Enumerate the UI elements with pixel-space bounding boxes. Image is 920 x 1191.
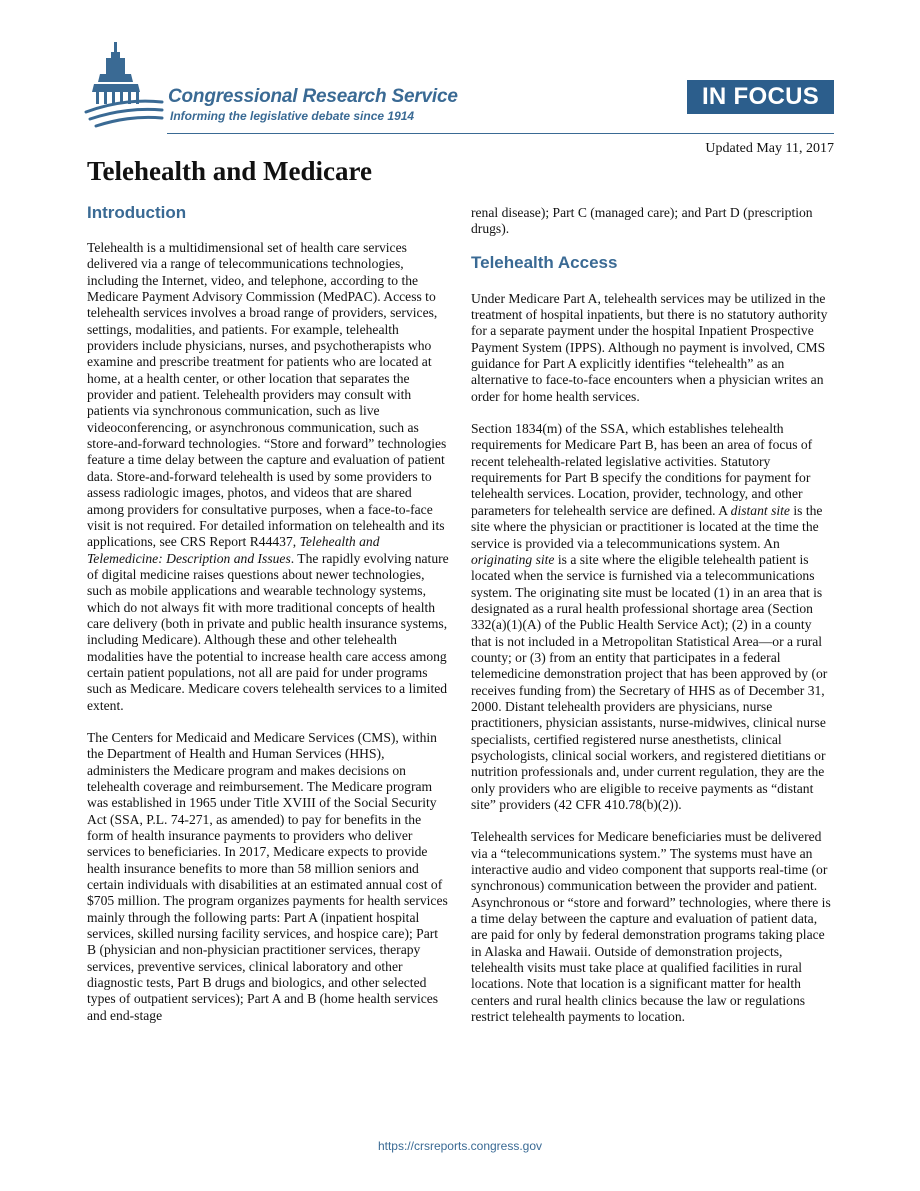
section-heading-telehealth-access: Telehealth Access — [471, 252, 618, 272]
text-run: . The rapidly evolving nature of digital medicine raises questions about newer technologies, such as mobile applications and wearable technology systems, which do not always fit with more traditional concepts of health care delivery (both in private and public health insurance systems, including Medicare). Although these and other telehealth modalities have the potential to increase health care access among certain patient populations, not all are paid for under programs such as Medicare. Medicare covers telehealth services to a limited extent. — [87, 550, 449, 713]
updated-date: Updated May 11, 2017 — [705, 141, 834, 156]
paragraph: Under Medicare Part A, telehealth services may be utilized in the treatment of hospital inpatients, but there is no statutory authority for a separate payment under the hospital Inpatient Prospective Payment System (IPPS). Although no payment is involved, CMS guidance for Part A explicitly identifies “telehealth” as an alternative to face-to-face encounters when a physician writes an order for home health services. — [471, 290, 828, 404]
capitol-dome-icon — [84, 40, 164, 130]
text-run: is a site where the eligible telehealth patient is located when the service is furnished via a telecommunications system. The originating site must be located (1) in an area that is designated as a rural health professional shortage area (Section 332(a)(1)(A) of the Public Health Service Act); (2) in a county that is not included in a Metropolitan Statistical Area—or a rural county; or (3) from an entity that participates in a federal telemedicine demonstration project that has been approved by (or receives funding from) the Secretary of HHS as of December 31, 2000. Distant telehealth providers are physicians, nurse practitioners, physician assistants, nurse-midwives, clinical nurse specialists, certified registered nurse anesthetists, clinical psychologists, clinical social workers, and registered dietitians or nutrition professionals and, under current regulation, they are the only providers who are eligible to receive payments as “distant site” providers (42 CFR 410.78(b)(2)). — [471, 551, 828, 812]
page-header — [0, 0, 920, 156]
header-rule — [167, 133, 834, 134]
org-name: Congressional Research Service — [168, 86, 458, 107]
page-title: Telehealth and Medicare — [87, 156, 372, 186]
paragraph: The Centers for Medicaid and Medicare Services (CMS), within the Department of Health and Human Services (HHS), administers the Medicare program and makes decisions on telehealth coverage and reimbursement. The Medicare program was established in 1965 under Title XVIII of the Social Security Act (SSA, P.L. 74-271, as amended) to pay for benefits in the form of health insurance payments to providers who deliver services to beneficiaries. In 2017, Medicare expects to provide health insurance benefits to more than 58 million seniors and certain individuals with disabilities at an estimated annual cost of $705 million. The program organizes payments for health services mainly through the following parts: Part A (inpatient hospital services, skilled nursing facility services, and hospice care); Part B (physician and non-physician practitioner services, therapy services, preventive services, clinical laboratory and other diagnostic tests, Part B drugs and biologics, and other selected types of outpatient services); Part A and B (home health services and end-stage — [87, 729, 448, 1023]
term-distant-site: distant site — [730, 502, 790, 518]
left-column — [87, 198, 450, 1040]
text-run: Telehealth is a multidimensional set of health care services delivered via a range of telecommunications technologies, including the Internet, video, and telephone, according to the Medicare Payment Advisory Commission (MedPAC). Access to telehealth services involves a broad range of providers, services, settings, modalities, and patients. For example, telehealth providers include physicians, nurses, and psychotherapists who examine and prescribe treatment for patients who are located at home, at a health center, or other location that separates the provider and patient. Telehealth providers may consult with patients via synchronous communication, such as live videoconferencing, or asynchronous communication, such as store-and-forward technologies. “Store and forward” technologies feature a time delay between the capture and evaluation of patient data. Store-and-forward telehealth is used by some providers to assess radiologic images, photos, and videos that are shared among providers for consultative purposes, when a face-to-face visit is not required. For detailed information on telehealth and its applications, see CRS Report R44437, — [87, 240, 447, 550]
paragraph-continued: renal disease); Part C (managed care); and Part D (prescription drugs). — [471, 205, 813, 237]
right-column — [471, 205, 834, 1041]
paragraph — [471, 421, 834, 813]
paragraph — [87, 240, 450, 714]
report-title: Telehealth and Telemedicine: Description and Issues — [87, 534, 380, 566]
term-originating-site: originating site — [471, 551, 555, 567]
in-focus-badge: IN FOCUS — [687, 80, 834, 114]
footer-link[interactable]: https://crsreports.congress.gov — [377, 1139, 543, 1153]
paragraph: Telehealth services for Medicare beneficiaries must be delivered via a “telecommunications system.” The systems must have an interactive audio and video component that supports real-time (or synchronous) communication between the provider and patient. Asynchronous or “store and forward” technologies, where there is a time delay between the capture and evaluation of patient data, are paid for only by federal demonstration programs taking place in Alaska and Hawaii. Outside of demonstration projects, telehealth visits must take place at qualified facilities in rural locations. Note that location is a significant matter for health centers and rural health clinics because the law or regulations restrict telehealth payments to location. — [471, 829, 831, 1025]
org-tagline: Informing the legislative debate since 1914 — [170, 109, 415, 123]
text-run: Section 1834(m) of the SSA, which establishes telehealth requirements for Medicare Part B, has been an area of focus of recent telehealth-related legislative activities. Statutory requirements for Part B specify the conditions for payment for telehealth services. Location, provider, technology, and other parameters for telehealth service are defined. A — [471, 421, 813, 518]
text-run: is the site where the physician or practitioner is located at the time the service is provided via a telecommunications system. An — [471, 502, 823, 551]
section-heading-introduction: Introduction — [87, 203, 187, 222]
